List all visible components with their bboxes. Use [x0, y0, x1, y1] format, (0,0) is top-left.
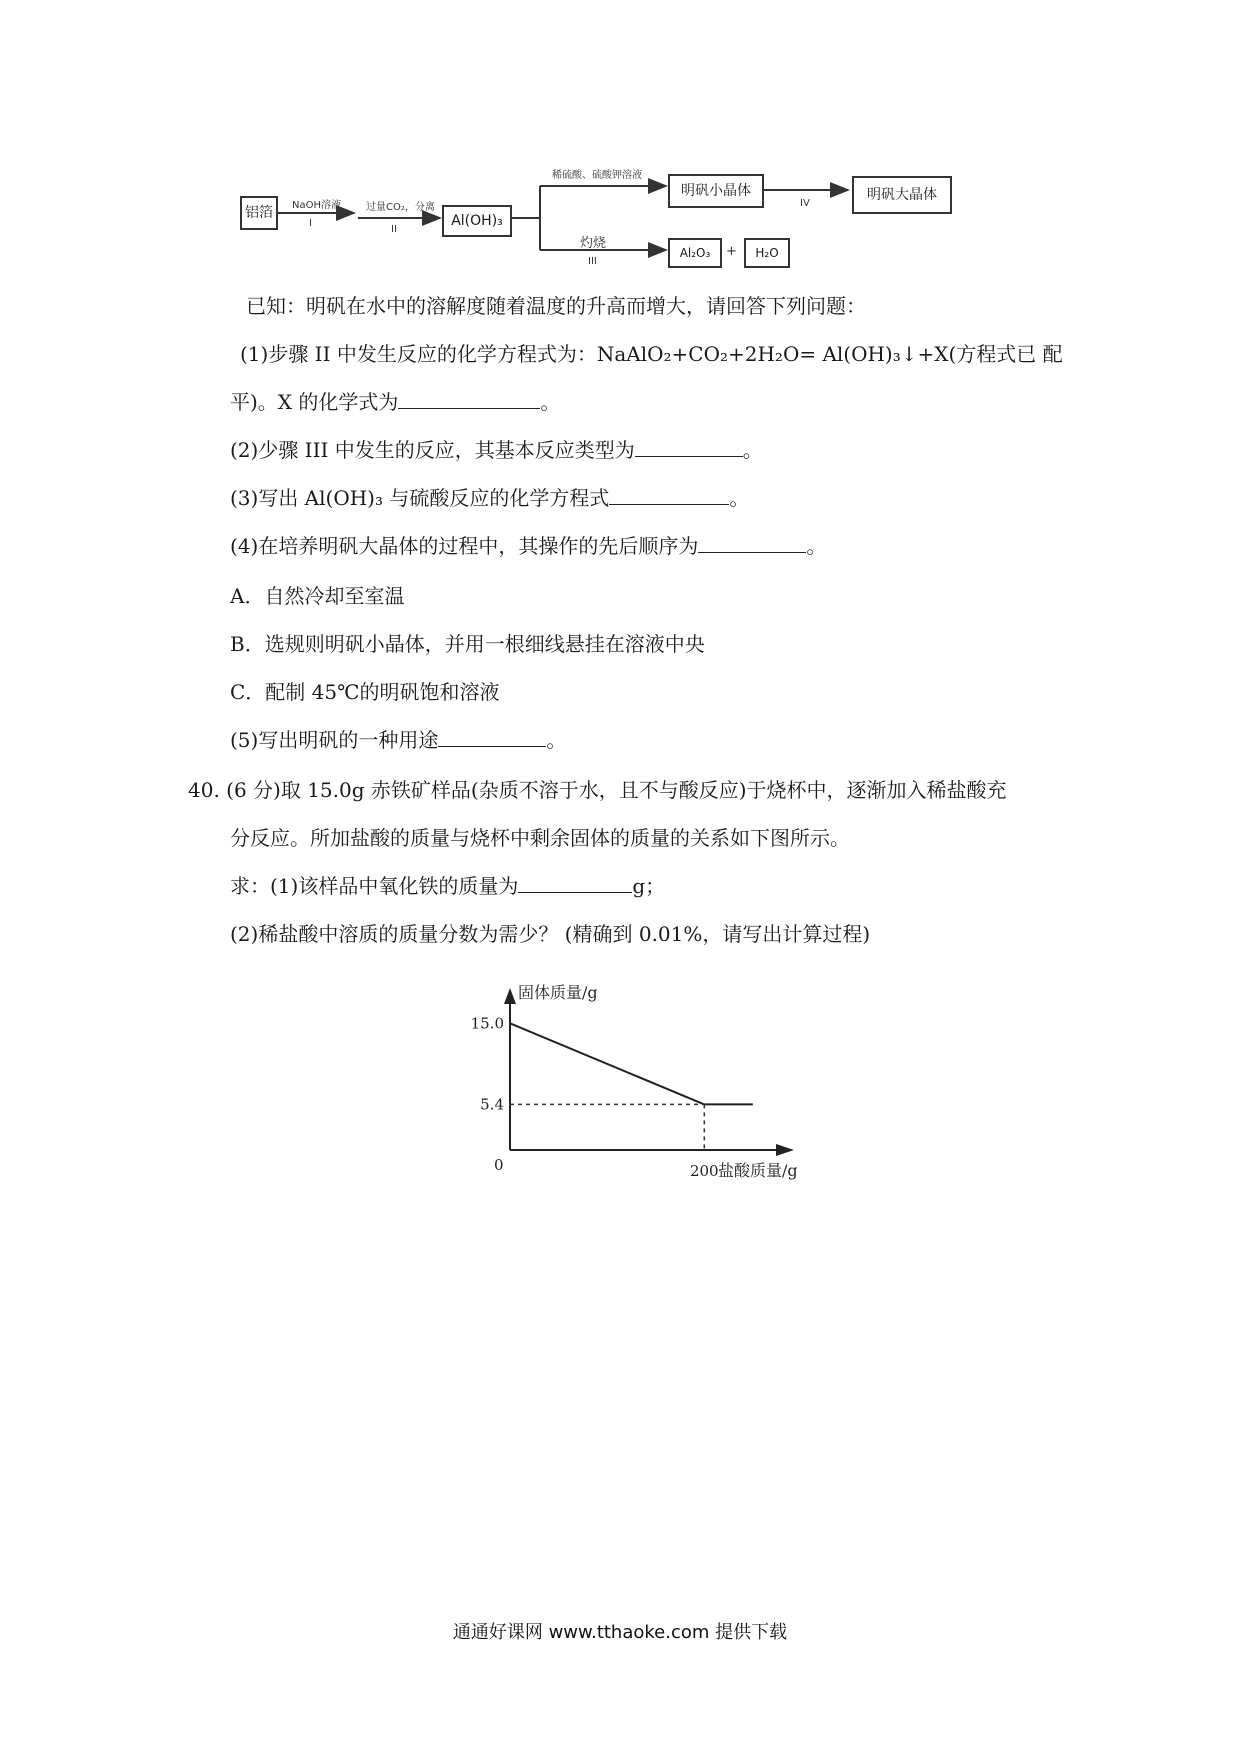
y-tick-label: 15.0: [470, 1014, 504, 1033]
q39-part2-text: (2)少骤 III 中发生的反应，其基本反应类型为: [230, 438, 635, 462]
q39-part3-end: 。: [729, 486, 750, 510]
flow-node-small-crystal: 明矾小晶体: [668, 174, 764, 208]
step2-reagent: 过量CO₂，分离: [366, 202, 435, 213]
flow-node-al2o3: Al₂O₃: [668, 238, 722, 268]
q39-part4: [230, 532, 826, 560]
answer-blank[interactable]: [398, 388, 540, 409]
option-a: A．自然冷却至室温: [230, 584, 405, 608]
x-axis-arrow: [776, 1144, 794, 1156]
step1-reagent: NaOH溶液: [292, 200, 341, 211]
step4-number: IV: [800, 198, 810, 209]
q39-part3-text: (3)写出 Al(OH)₃ 与硫酸反应的化学方程式: [230, 486, 610, 510]
option-b: B．选规则明矾小晶体，并用一根细线悬挂在溶液中央: [230, 632, 705, 656]
flow-node-aloh3: Al(OH)₃: [442, 205, 512, 237]
flow-connectors: [0, 0, 1240, 290]
q39-part5-end: 。: [546, 728, 567, 752]
q40-line2: 分反应。所加盐酸的质量与烧杯中剩余固体的质量的关系如下图所示。: [230, 826, 850, 850]
flow-node-large-crystal: 明矾大晶体: [852, 176, 952, 214]
q39-part4-text: (4)在培养明矾大晶体的过程中，其操作的先后顺序为: [230, 534, 699, 558]
q39-part2-end: 。: [742, 438, 763, 462]
q39-part2: [230, 436, 763, 464]
answer-blank[interactable]: [518, 872, 632, 893]
mass-chart: [460, 980, 820, 1190]
x-tick-label: 200: [689, 1162, 719, 1180]
x-axis-label: 盐酸质量/g: [718, 1161, 798, 1180]
step2-number: II: [391, 224, 397, 235]
step1-number: I: [309, 218, 312, 229]
q40-part1-unit: g；: [632, 874, 666, 898]
lower-reagent: 灼烧: [580, 236, 607, 251]
q39-part1-text: 平)。X 的化学式为: [230, 390, 399, 414]
plus-sign: +: [726, 244, 737, 259]
known-statement: 已知：明矾在水中的溶解度随着温度的升高而增大，请回答下列问题：: [246, 294, 866, 318]
q39-part4-end: 。: [806, 534, 827, 558]
option-c: C．配制 45℃的明矾饱和溶液: [230, 680, 500, 704]
page-footer: 通通好课网 www.tthaoke.com 提供下载: [452, 1622, 788, 1643]
q39-part5: [230, 726, 566, 754]
q39-part1-line1: (1)步骤 II 中发生反应的化学方程式为：NaAlO₂+CO₂+2H₂O= Al(OH)₃↓+X(方程式已 配: [240, 342, 1063, 366]
answer-blank[interactable]: [635, 436, 743, 457]
q39-part5-text: (5)写出明矾的一种用途: [230, 728, 439, 752]
q40-line1: 40. (6 分)取 15.0g 赤铁矿样品(杂质不溶于水，且不与酸反应)于烧杯中，逐渐加入稀盐酸充: [188, 778, 1007, 802]
y-axis-label: 固体质量/g: [518, 983, 598, 1002]
answer-blank[interactable]: [609, 484, 729, 505]
q40-part1-text: 求：(1)该样品中氧化铁的质量为: [230, 874, 519, 898]
q40-line4: (2)稀盐酸中溶质的质量分数为需少？ (精确到 0.01%，请写出计算过程): [230, 922, 871, 946]
y-tick-label: 5.4: [480, 1095, 504, 1114]
answer-blank[interactable]: [698, 532, 806, 553]
answer-blank[interactable]: [438, 726, 546, 747]
q39-part3: [230, 484, 749, 512]
q40-line3: [230, 872, 665, 900]
upper-reagent: 稀硫酸、硫酸钾溶液: [552, 170, 642, 181]
step3-number: III: [588, 256, 597, 267]
y-axis-arrow: [504, 988, 516, 1004]
flow-node-h2o: H₂O: [744, 238, 790, 268]
data-line-segment: [510, 1023, 704, 1104]
origin-label: 0: [494, 1156, 504, 1174]
q39-part1-line2: [230, 388, 560, 416]
q39-part1-end: 。: [540, 390, 561, 414]
flow-node-start: 铝箔: [240, 196, 278, 230]
